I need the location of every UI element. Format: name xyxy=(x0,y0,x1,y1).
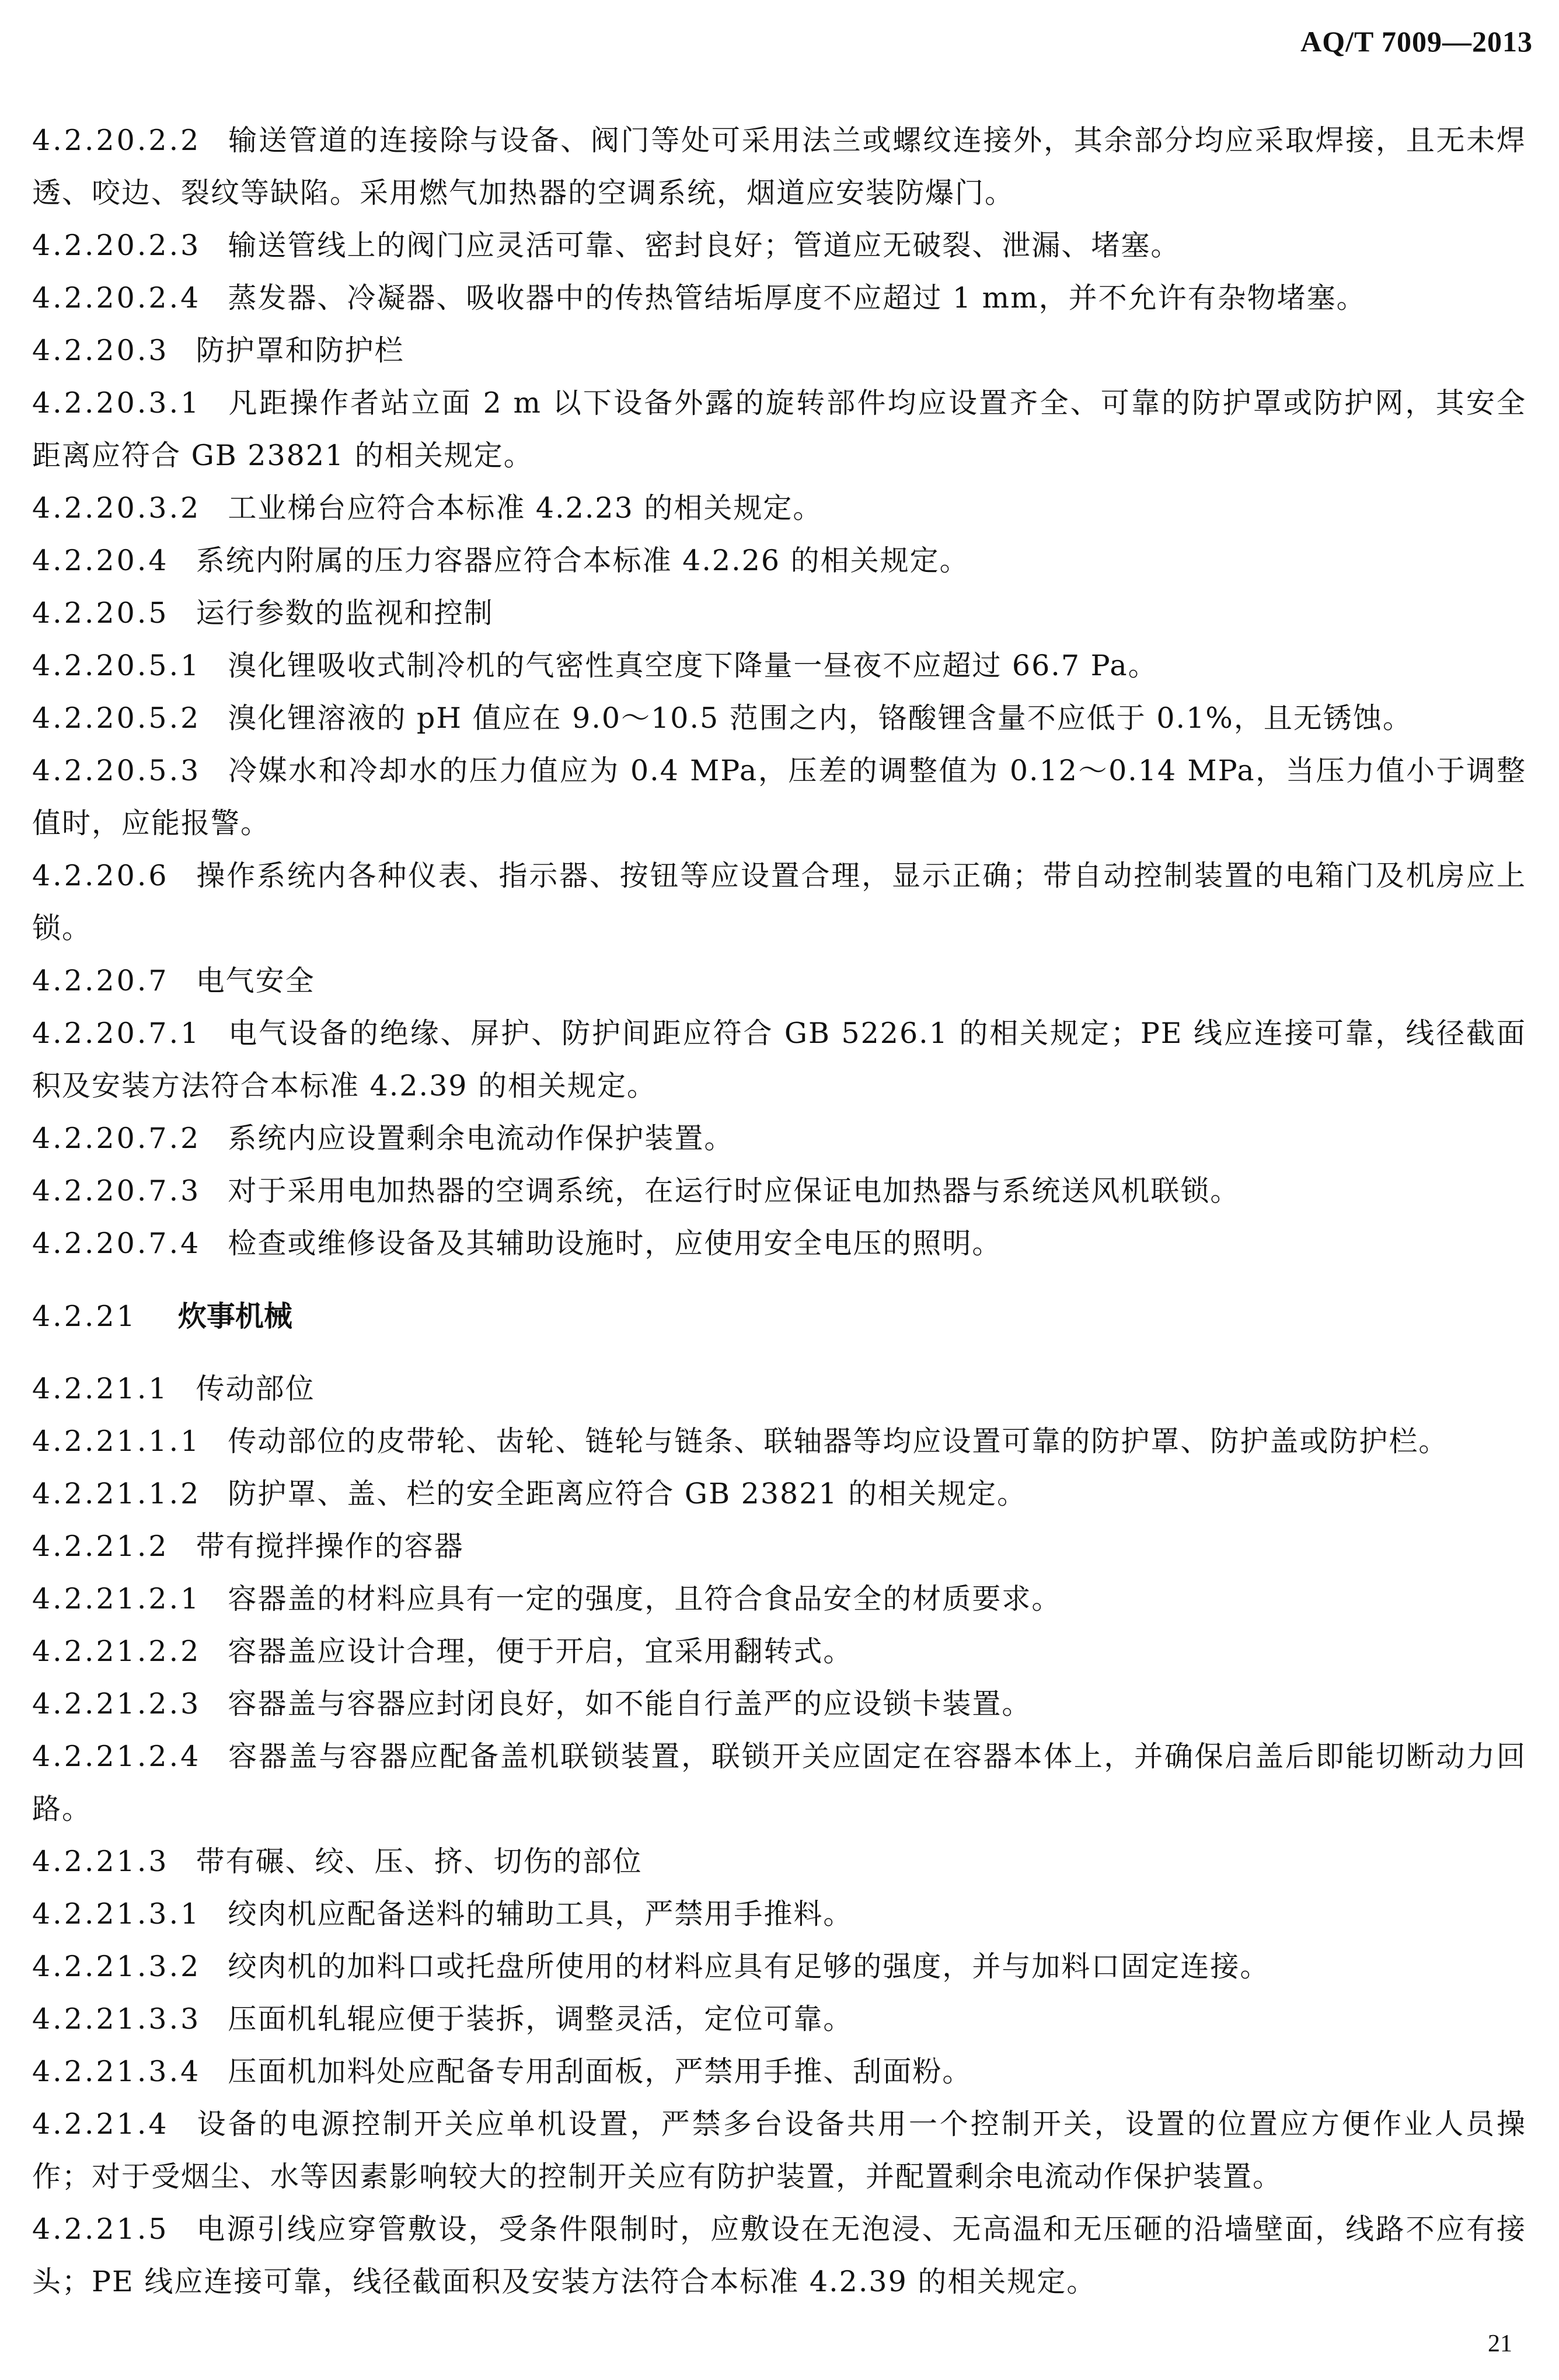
clause-number: 4.2.21.3.3 xyxy=(32,2002,201,2036)
clause-number: 4.2.21.2.2 xyxy=(32,1635,201,1668)
clause xyxy=(32,482,1526,535)
clause-text: 防护罩、盖、栏的安全距离应符合 GB 23821 的相关规定。 xyxy=(228,1477,1027,1510)
clause-number: 4.2.20.3.2 xyxy=(32,491,201,525)
clause-text: 设备的电源控制开关应单机设置，严禁多台设备共用一个控制开关，设置的位置应方便作业人员操作；对于受烟尘、水等因素影响较大的控制开关应有防护装置，并配置剩余电流动作保护装置。 xyxy=(32,2107,1526,2193)
clause xyxy=(32,1415,1526,1468)
clause xyxy=(32,1730,1526,1835)
document-body xyxy=(32,114,1526,2308)
clause xyxy=(32,1363,1526,1415)
clause-text: 带有搅拌操作的容器 xyxy=(196,1530,464,1563)
clause xyxy=(32,1888,1526,1941)
clause-number: 4.2.20.2.4 xyxy=(32,281,201,315)
clause xyxy=(32,1993,1526,2046)
clause-text: 蒸发器、冷凝器、吸收器中的传热管结垢厚度不应超过 1 mm，并不允许有杂物堵塞。 xyxy=(228,281,1366,315)
clause-number: 4.2.21.2.4 xyxy=(32,1740,201,1773)
clause xyxy=(32,745,1526,850)
clause xyxy=(32,377,1526,482)
clause-text: 防护罩和防护栏 xyxy=(196,334,404,367)
clause xyxy=(32,324,1526,377)
clause-number: 4.2.21.3.2 xyxy=(32,1950,201,1983)
clause-number: 4.2.20.4 xyxy=(32,544,169,577)
clause-text: 电气安全 xyxy=(196,964,315,997)
clause-number: 4.2.21.2.1 xyxy=(32,1582,201,1615)
clause-text: 输送管线上的阀门应灵活可靠、密封良好；管道应无破裂、泄漏、堵塞。 xyxy=(228,229,1181,262)
clause-text: 系统内应设置剩余电流动作保护装置。 xyxy=(228,1122,734,1155)
clause-text: 系统内附属的压力容器应符合本标准 4.2.26 的相关规定。 xyxy=(196,544,969,577)
clause-number: 4.2.21.3.4 xyxy=(32,2055,201,2088)
clause-text: 绞肉机的加料口或托盘所使用的材料应具有足够的强度，并与加料口固定连接。 xyxy=(228,1950,1270,1983)
clause xyxy=(32,1941,1526,1993)
clauses-after-section xyxy=(32,1363,1526,2308)
clause xyxy=(32,850,1526,955)
clause xyxy=(32,640,1526,692)
clause-text: 容器盖与容器应配备盖机联锁装置，联锁开关应固定在容器本体上，并确保启盖后即能切断动力回路。 xyxy=(32,1740,1526,1826)
clause-number: 4.2.21.4 xyxy=(32,2107,169,2141)
clause xyxy=(32,2098,1526,2203)
clause-number: 4.2.20.7.3 xyxy=(32,1174,201,1208)
section-number: 4.2.21 xyxy=(32,1300,137,1333)
clause-text: 凡距操作者站立面 2 m 以下设备外露的旋转部件均应设置齐全、可靠的防护罩或防护网，其安全距离应符合 GB 23821 的相关规定。 xyxy=(32,386,1526,472)
clause-number: 4.2.21.1.1 xyxy=(32,1425,201,1458)
clause-number: 4.2.21.2 xyxy=(32,1530,169,1563)
clause-text: 输送管道的连接除与设备、阀门等处可采用法兰或螺纹连接外，其余部分均应采取焊接，且无未焊透、咬边、裂纹等缺陷。采用燃气加热器的空调系统，烟道应安装防爆门。 xyxy=(32,124,1526,210)
clause-text: 电源引线应穿管敷设，受条件限制时，应敷设在无泡浸、无高温和无压砸的沿墙壁面，线路不应有接头；PE 线应连接可靠，线径截面积及安装方法符合本标准 4.2.39 的相关规定。 xyxy=(32,2213,1526,2298)
clause-text: 容器盖应设计合理，便于开启，宜采用翻转式。 xyxy=(228,1635,853,1668)
clause-text: 运行参数的监视和控制 xyxy=(196,596,494,630)
clause-number: 4.2.20.7.2 xyxy=(32,1122,201,1155)
clause-number: 4.2.20.5.2 xyxy=(32,702,201,735)
clause-number: 4.2.20.3.1 xyxy=(32,386,201,420)
clause xyxy=(32,114,1526,219)
clause xyxy=(32,1835,1526,1888)
clause-number: 4.2.20.5.1 xyxy=(32,649,201,682)
clause xyxy=(32,1468,1526,1520)
clause xyxy=(32,272,1526,324)
clause-number: 4.2.20.2.2 xyxy=(32,124,201,157)
clause-number: 4.2.21.2.3 xyxy=(32,1687,201,1721)
clauses-before-section xyxy=(32,114,1526,1270)
clause-text: 带有碾、绞、压、挤、切伤的部位 xyxy=(196,1845,643,1878)
clause-text: 工业梯台应符合本标准 4.2.23 的相关规定。 xyxy=(228,491,823,525)
clause-number: 4.2.20.7.1 xyxy=(32,1017,201,1050)
clause-number: 4.2.20.2.3 xyxy=(32,229,201,262)
clause-text: 对于采用电加热器的空调系统，在运行时应保证电加热器与系统送风机联锁。 xyxy=(228,1174,1240,1208)
clause-text: 绞肉机应配备送料的辅助工具，严禁用手推料。 xyxy=(228,1897,853,1931)
clause xyxy=(32,535,1526,587)
standard-code: AQ/T 7009—2013 xyxy=(1300,25,1533,58)
clause-text: 容器盖与容器应封闭良好，如不能自行盖严的应设锁卡装置。 xyxy=(228,1687,1032,1721)
clause xyxy=(32,219,1526,272)
clause-text: 冷媒水和冷却水的压力值应为 0.4 MPa，压差的调整值为 0.12～0.14 MPa，当压力值小于调整值时，应能报警。 xyxy=(32,754,1526,840)
clause-text: 压面机加料处应配备专用刮面板，严禁用手推、刮面粉。 xyxy=(228,2055,972,2088)
clause-number: 4.2.21.3.1 xyxy=(32,1897,201,1931)
clause-text: 电气设备的绝缘、屏护、防护间距应符合 GB 5226.1 的相关规定；PE 线应连接可靠，线径截面积及安装方法符合本标准 4.2.39 的相关规定。 xyxy=(32,1017,1526,1102)
clause-text: 压面机轧辊应便于装拆，调整灵活，定位可靠。 xyxy=(228,2002,853,2036)
clause-number: 4.2.20.5 xyxy=(32,596,169,630)
clause-number: 4.2.20.7.4 xyxy=(32,1227,201,1260)
clause xyxy=(32,1678,1526,1730)
clause-text: 检查或维修设备及其辅助设施时，应使用安全电压的照明。 xyxy=(228,1227,1002,1260)
clause xyxy=(32,2203,1526,2308)
clause-text: 传动部位的皮带轮、齿轮、链轮与链条、联轴器等均应设置可靠的防护罩、防护盖或防护栏。 xyxy=(228,1425,1449,1458)
clause xyxy=(32,955,1526,1007)
clause xyxy=(32,1625,1526,1678)
clause-number: 4.2.20.7 xyxy=(32,964,169,997)
section-title: 炊事机械 xyxy=(177,1300,292,1333)
section-heading xyxy=(32,1290,1526,1343)
clause xyxy=(32,587,1526,640)
clause-number: 4.2.20.5.3 xyxy=(32,754,201,787)
clause xyxy=(32,1007,1526,1112)
clause-text: 溴化锂吸收式制冷机的气密性真空度下降量一昼夜不应超过 66.7 Pa。 xyxy=(228,649,1158,682)
clause-number: 4.2.21.5 xyxy=(32,2213,169,2246)
clause xyxy=(32,1520,1526,1573)
clause-number: 4.2.20.6 xyxy=(32,859,169,892)
clause-number: 4.2.21.3 xyxy=(32,1845,169,1878)
clause-text: 传动部位 xyxy=(196,1372,315,1405)
clause-text: 容器盖的材料应具有一定的强度，且符合食品安全的材质要求。 xyxy=(228,1582,1062,1615)
clause xyxy=(32,1573,1526,1625)
clause xyxy=(32,1112,1526,1165)
clause xyxy=(32,1217,1526,1270)
clause-number: 4.2.21.1.2 xyxy=(32,1477,201,1510)
clause-text: 溴化锂溶液的 pH 值应在 9.0～10.5 范围之内，铬酸锂含量不应低于 0.1%，且无锈蚀。 xyxy=(228,702,1412,735)
clause xyxy=(32,1165,1526,1217)
clause-number: 4.2.20.3 xyxy=(32,334,169,367)
clause-text: 操作系统内各种仪表、指示器、按钮等应设置合理，显示正确；带自动控制装置的电箱门及机房应上锁。 xyxy=(32,859,1526,945)
page-number: 21 xyxy=(1488,2330,1512,2357)
clause xyxy=(32,2046,1526,2098)
clause-number: 4.2.21.1 xyxy=(32,1372,169,1405)
clause xyxy=(32,692,1526,745)
